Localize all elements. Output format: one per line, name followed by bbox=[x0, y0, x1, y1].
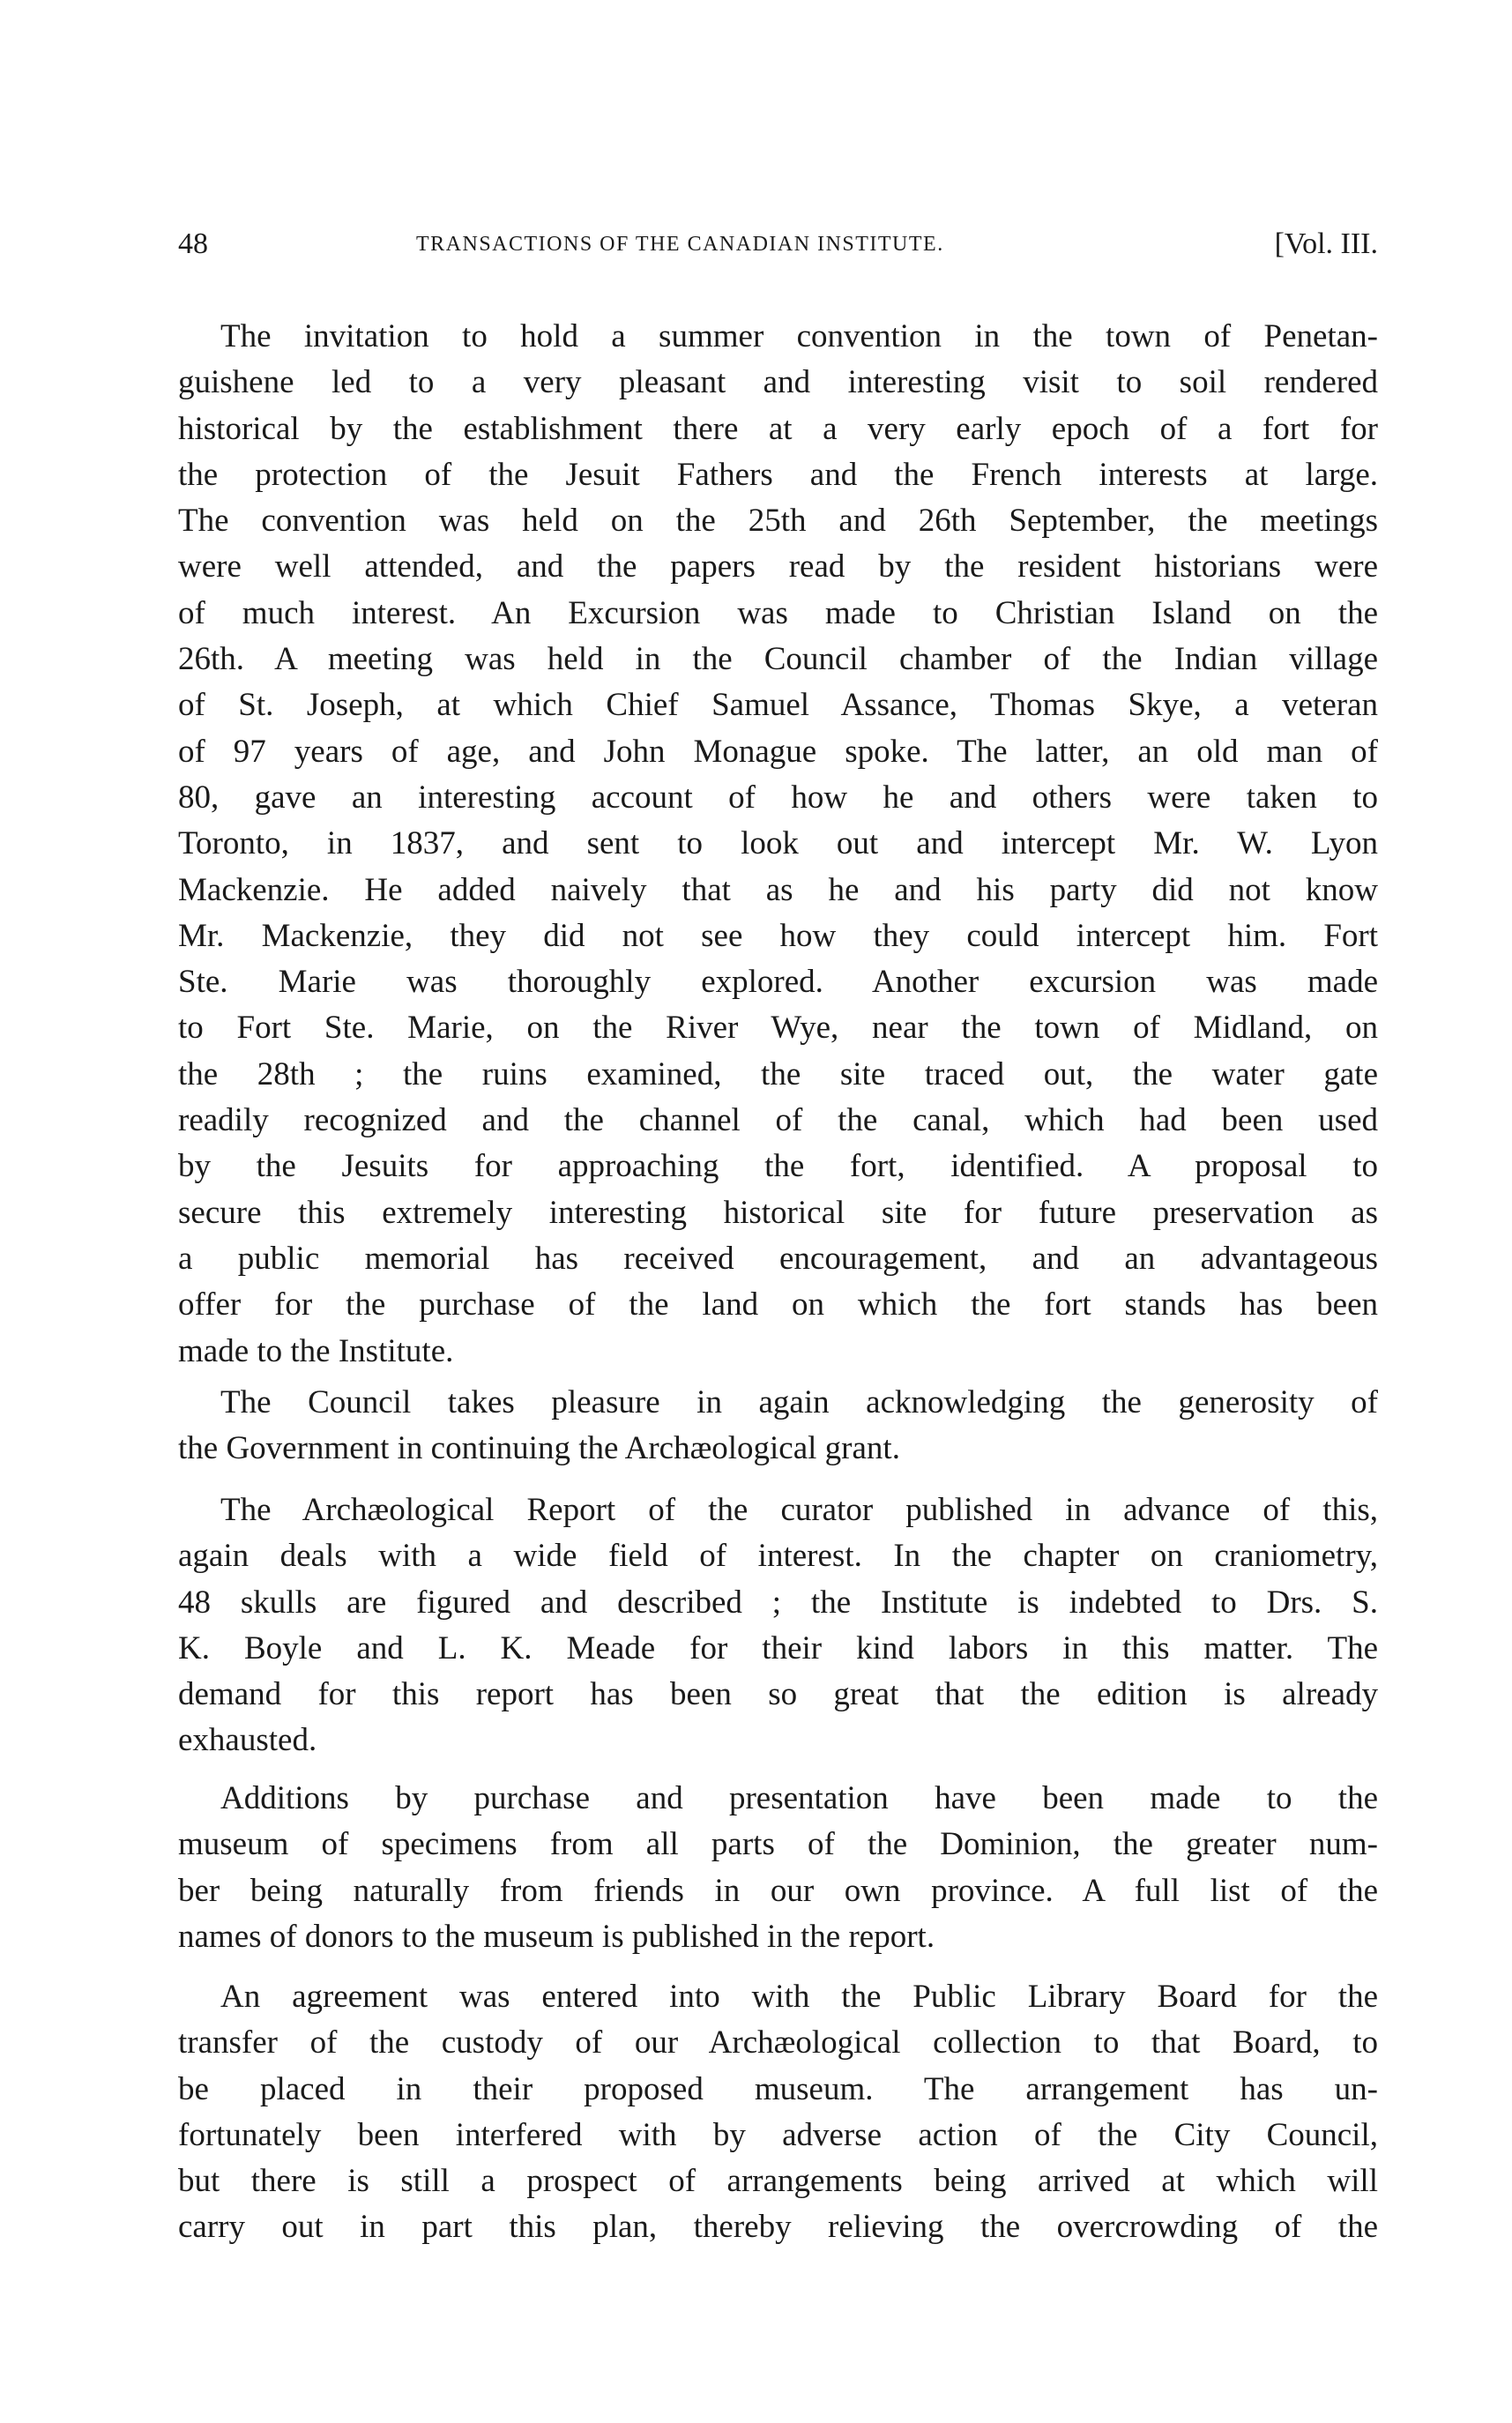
text-line: be placed in their proposed museum. The arrangement has un- bbox=[178, 2070, 1378, 2107]
text-line: to Fort Ste. Marie, on the River Wye, near the town of Midland, on bbox=[178, 1010, 1378, 1047]
text-line: demand for this report has been so great that the edition is already bbox=[178, 1676, 1378, 1713]
page-number: 48 bbox=[178, 227, 208, 260]
text-line: the protection of the Jesuit Fathers and the French interests at large. bbox=[178, 456, 1378, 493]
text-line: The invitation to hold a summer convention in the town of Penetan- bbox=[220, 318, 1378, 354]
text-line: the Government in continuing the Archæological grant. bbox=[178, 1430, 900, 1467]
text-line: of St. Joseph, at which Chief Samuel Assance, Thomas Skye, a veteran bbox=[178, 687, 1378, 724]
running-title: TRANSACTIONS OF THE CANADIAN INSTITUTE. bbox=[416, 233, 944, 256]
text-line: were well attended, and the papers read by the resident historians were bbox=[178, 548, 1378, 585]
text-line: of much interest. An Excursion was made to Christian Island on the bbox=[178, 594, 1378, 631]
text-line: secure this extremely interesting historical site for future preservation as bbox=[178, 1194, 1378, 1231]
text-line: made to the Institute. bbox=[178, 1332, 454, 1369]
text-line: historical by the establishment there at a very early epoch of a fort for bbox=[178, 410, 1378, 447]
text-line: The Council takes pleasure in again acknowledging the generosity of bbox=[220, 1384, 1378, 1420]
text-line: exhausted. bbox=[178, 1722, 317, 1759]
paragraph bbox=[178, 314, 1378, 1375]
paragraph bbox=[178, 1487, 1378, 1764]
text-line: of 97 years of age, and John Monague spoke. The latter, an old man of bbox=[178, 733, 1378, 770]
volume-label: [Vol. III. bbox=[1274, 227, 1378, 260]
text-line: offer for the purchase of the land on which the fort stands has been bbox=[178, 1286, 1378, 1323]
text-line: but there is still a prospect of arrangements being arrived at which will bbox=[178, 2163, 1378, 2200]
text-line: Mackenzie. He added naively that as he and his party did not know bbox=[178, 871, 1378, 908]
text-line: readily recognized and the channel of the canal, which had been used bbox=[178, 1102, 1378, 1139]
paragraph bbox=[178, 1380, 1378, 1472]
text-line: Ste. Marie was thoroughly explored. Another excursion was made bbox=[178, 964, 1378, 1001]
text-line: K. Boyle and L. K. Meade for their kind labors in this matter. The bbox=[178, 1629, 1378, 1666]
paragraph bbox=[178, 1974, 1378, 2251]
text-line: again deals with a wide field of interest. In the chapter on craniometry, bbox=[178, 1538, 1378, 1575]
text-line: fortunately been interfered with by adverse action of the City Council, bbox=[178, 2116, 1378, 2153]
text-line: 48 skulls are figured and described ; the Institute is indebted to Drs. S. bbox=[178, 1584, 1378, 1621]
paragraph bbox=[178, 1776, 1378, 1960]
text-line: guishene led to a very pleasant and interesting visit to soil rendered bbox=[178, 364, 1378, 401]
text-line: An agreement was entered into with the Public Library Board for the bbox=[220, 1979, 1378, 2015]
text-line: Additions by purchase and presentation have been made to the bbox=[220, 1780, 1378, 1816]
text-line: The convention was held on the 25th and 26th September, the meetings bbox=[178, 503, 1378, 540]
text-line: The Archæological Report of the curator published in advance of this, bbox=[220, 1492, 1378, 1528]
text-line: transfer of the custody of our Archæological collection to that Board, to bbox=[178, 2024, 1378, 2061]
text-line: Toronto, in 1837, and sent to look out and intercept Mr. W. Lyon bbox=[178, 825, 1378, 862]
text-line: names of donors to the museum is published in the report. bbox=[178, 1918, 935, 1955]
running-header bbox=[178, 227, 1378, 266]
text-line: a public memorial has received encouragement, and an advantageous bbox=[178, 1240, 1378, 1277]
text-line: the 28th ; the ruins examined, the site traced out, the water gate bbox=[178, 1055, 1378, 1092]
text-line: 26th. A meeting was held in the Council chamber of the Indian village bbox=[178, 641, 1378, 678]
text-line: Mr. Mackenzie, they did not see how they could intercept him. Fort bbox=[178, 917, 1378, 954]
text-line: ber being naturally from friends in our own province. A full list of the bbox=[178, 1872, 1378, 1909]
text-line: carry out in part this plan, thereby relieving the overcrowding of the bbox=[178, 2209, 1378, 2246]
text-line: by the Jesuits for approaching the fort, identified. A proposal to bbox=[178, 1148, 1378, 1185]
text-line: museum of specimens from all parts of the Dominion, the greater num- bbox=[178, 1826, 1378, 1863]
text-line: 80, gave an interesting account of how he and others were taken to bbox=[178, 779, 1378, 816]
